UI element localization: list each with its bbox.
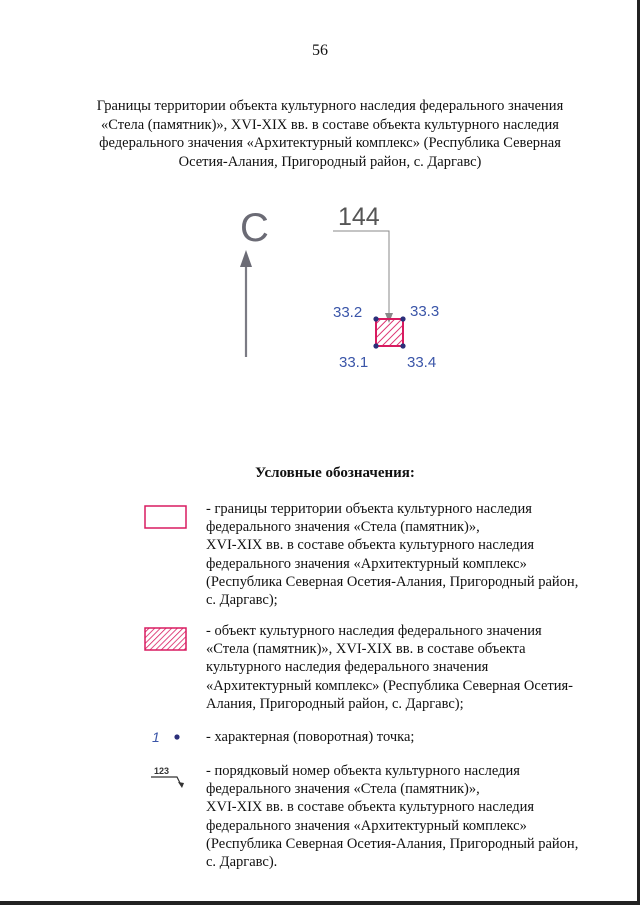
scan-border-bottom <box>0 901 640 905</box>
boundary-legend-symbol <box>144 505 188 531</box>
legend-title: Условные обозначения: <box>255 465 415 481</box>
north-label: С <box>240 206 269 250</box>
svg-text:123: 123 <box>154 766 170 776</box>
north-arrow-icon <box>240 250 252 267</box>
legend-item-object: - объект культурного наследия федерального значения «Стела (памятник)», XVI-XIX вв. в составе объекта культурного наследия федерального значения «Архитектурный комплекс» (Республика Северная Осетия- Алания, Пригородный район, с. Даргавс); <box>206 623 574 712</box>
legend-item-boundary: - границы территории объекта культурного наследия федерального значения «Стела (памятник)», XVI-XIX вв. в составе объекта культурного наследия федерального значения «Архитектурный комплекс» (Республика Северная Осетия-Алания, Пригородный район, с. Даргавс); <box>206 501 579 609</box>
title-line: Осетия-Алания, Пригородный район, с. Даргавс) <box>178 153 482 170</box>
point-label: 33.1 <box>339 354 369 371</box>
svg-text:1: 1 <box>152 729 160 745</box>
boundary-map <box>200 195 460 385</box>
turning-point-33-4 <box>400 343 405 348</box>
point-label: 33.4 <box>407 354 437 371</box>
turning-point-33-1 <box>373 343 378 348</box>
object-legend-symbol <box>144 627 188 653</box>
page-title <box>70 97 590 171</box>
turning-point-33-3 <box>400 316 405 321</box>
legend-item-turning-point: - характерная (поворотная) точка; <box>206 729 415 745</box>
turning-point-legend-symbol <box>148 727 188 747</box>
title-line: Границы территории объекта культурного наследия федерального значения <box>96 98 564 114</box>
turning-point-33-2 <box>373 316 378 321</box>
object-number-legend-symbol <box>145 763 189 791</box>
title-line: федерального значения «Архитектурный комплекс» (Республика Северная <box>99 135 561 151</box>
point-label: 33.3 <box>410 303 440 320</box>
point-label: 33.2 <box>333 304 363 321</box>
object-number-label: 144 <box>338 203 380 231</box>
page-number: 56 <box>312 42 328 59</box>
heritage-object-boundary <box>376 319 403 346</box>
legend-item-object-number: - порядковый номер объекта культурного наследия федерального значения «Стела (памятник)», XVI-XIX вв. в составе объекта культурного наследия федерального значения «Архитектурный комплекс» (Республика Северная Осетия-Алания, Пригородный район, с. Даргавс). <box>206 763 579 871</box>
title-line: «Стела (памятник)», XVI-XIX вв. в составе объекта культурного наследия <box>101 116 559 133</box>
